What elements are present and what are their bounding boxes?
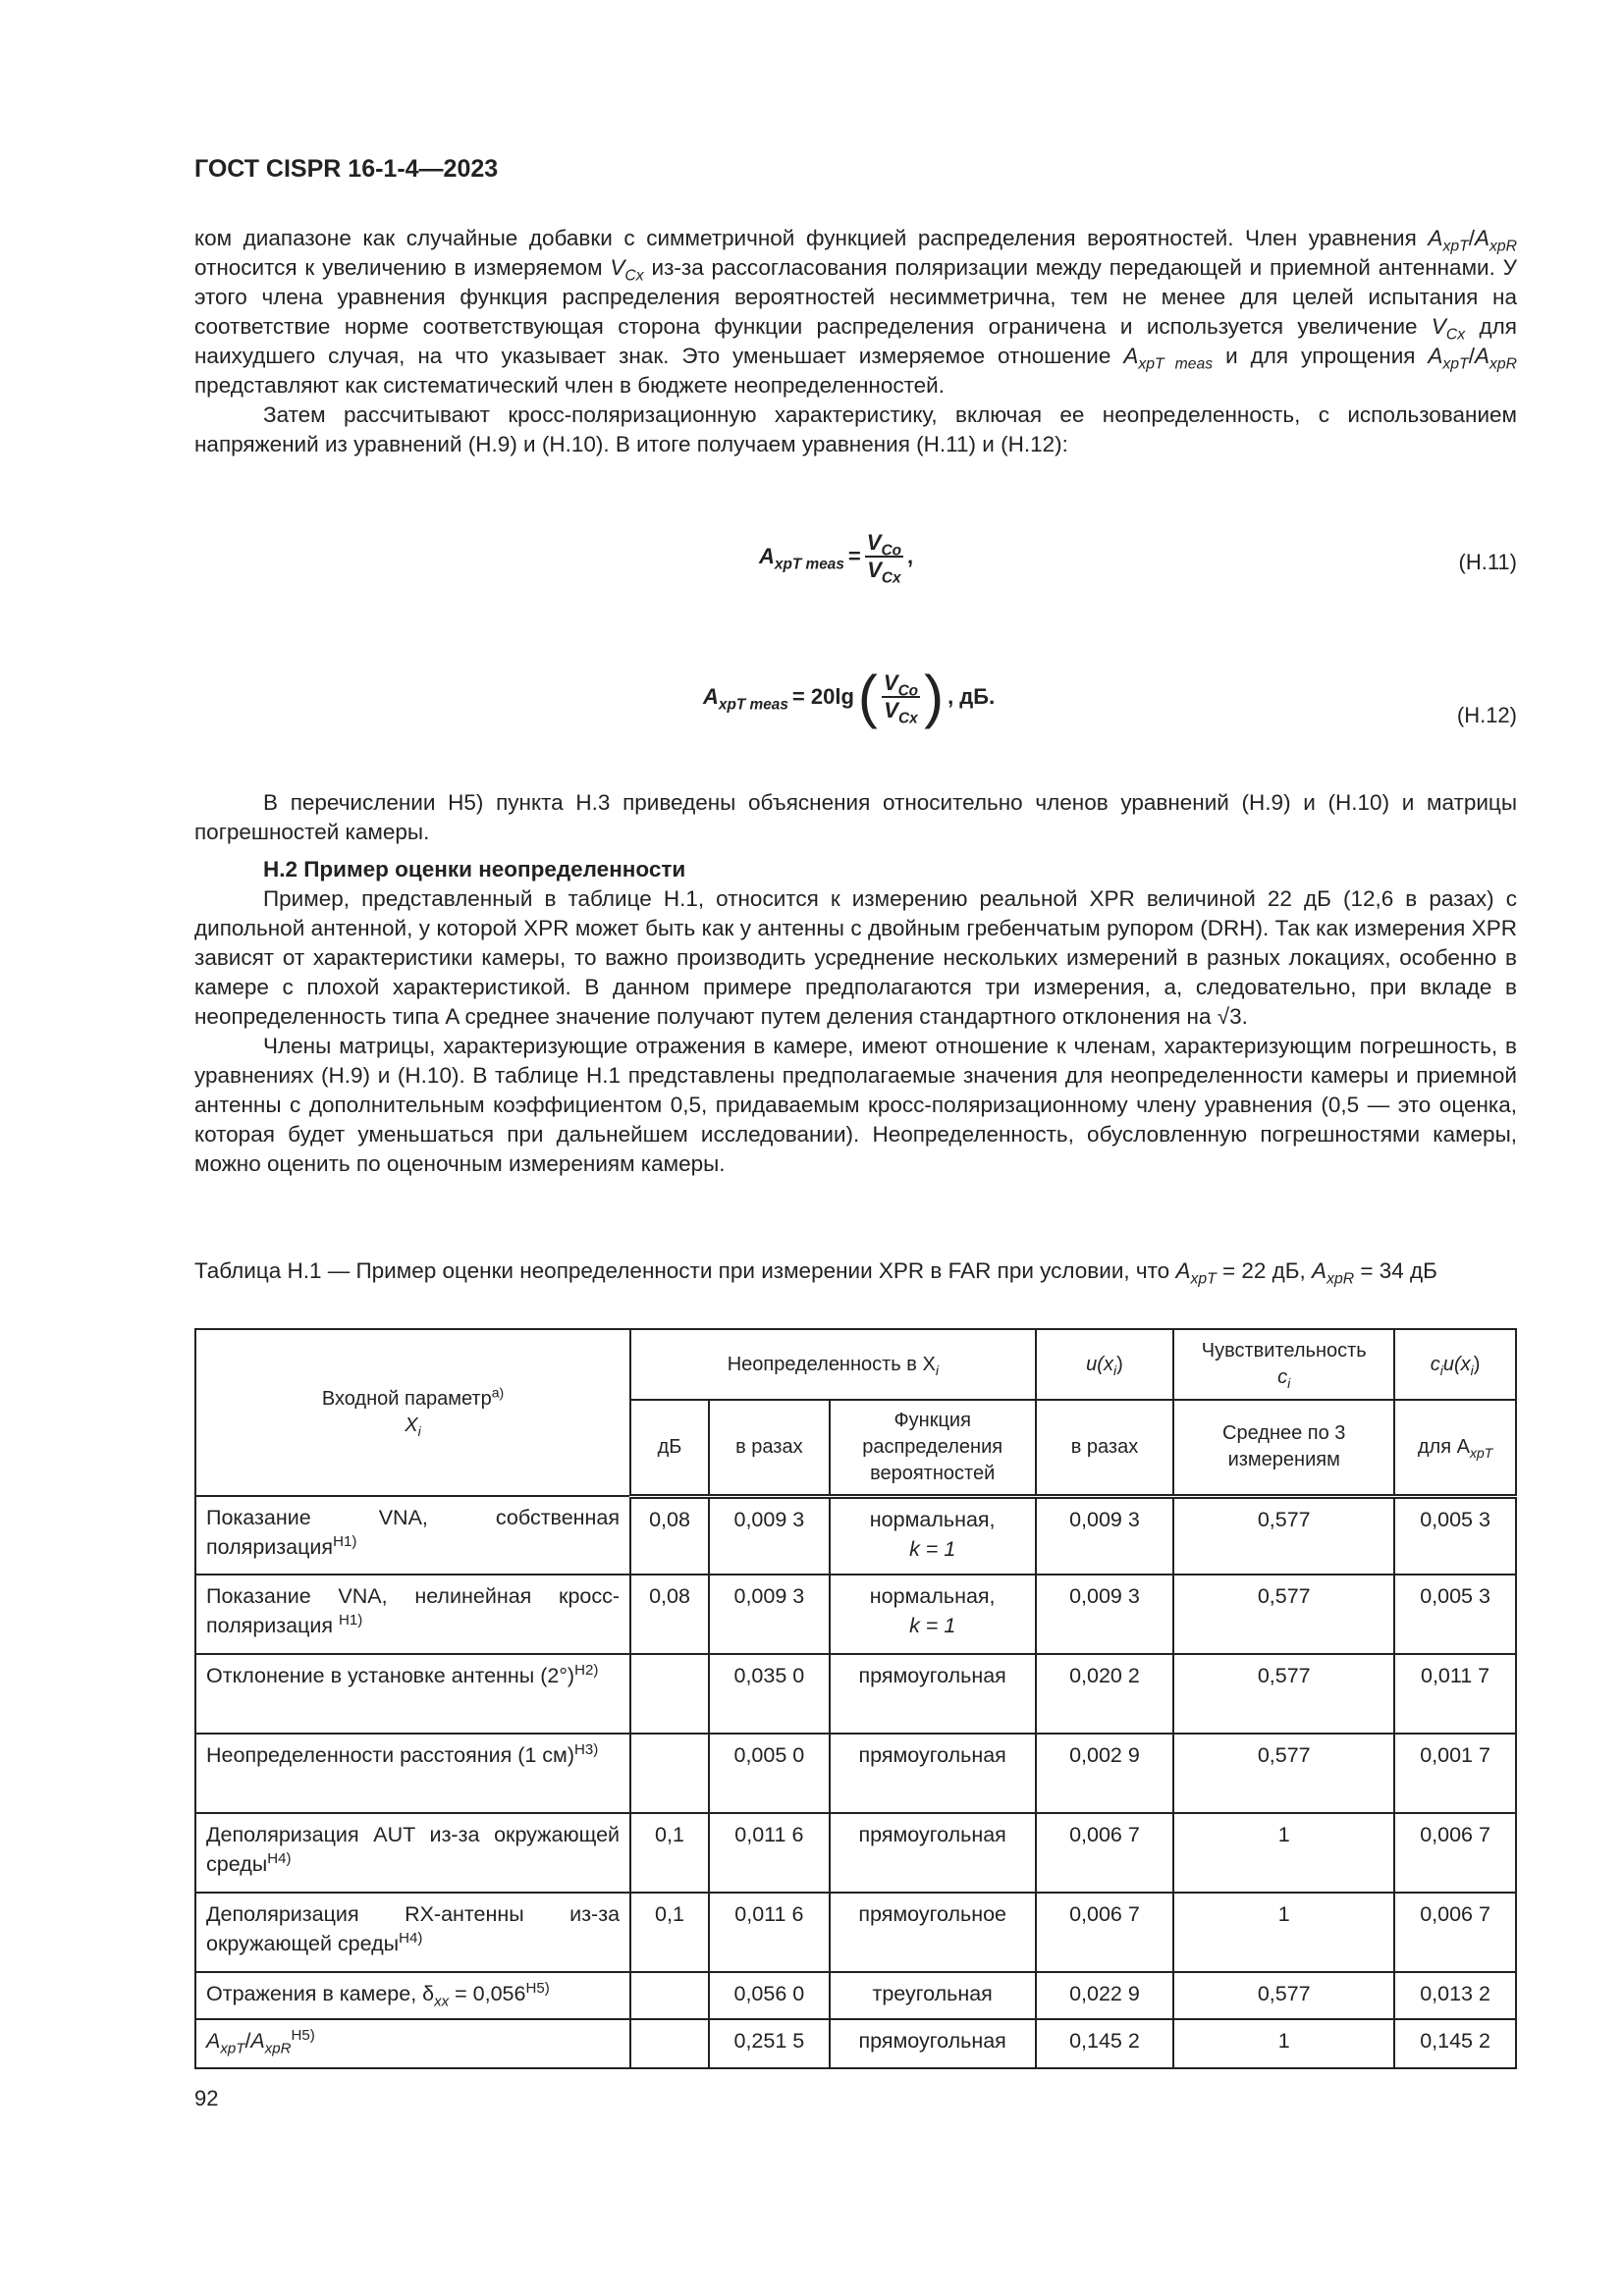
text: xpR (1326, 1270, 1355, 1288)
table-row (195, 1654, 1516, 1734)
cell-parameter (195, 1813, 630, 1893)
text: для A (1417, 1435, 1470, 1458)
text: V (883, 670, 898, 695)
text: Чувствительность (1201, 1340, 1367, 1362)
text: ( (857, 664, 878, 729)
cell-ciu: 0,001 7 (1394, 1734, 1516, 1813)
cell-u: 0,009 3 (1036, 1575, 1174, 1654)
cell-ratio: 0,009 3 (709, 1496, 830, 1575)
col-input (195, 1329, 630, 1496)
cell-parameter (195, 2019, 630, 2068)
text: Показание VNA, нелинейная кросс-поляризация (206, 1584, 621, 1637)
cell-ratio: 0,005 0 (709, 1734, 830, 1813)
cell-sensitivity: 1 (1173, 1893, 1394, 1972)
cell-parameter (195, 1496, 630, 1575)
text: относится к увеличению в измеряемом (194, 255, 611, 280)
text: прямоугольная (858, 1743, 1006, 1767)
text: для наихудшего случая, на что указывает знак. Это уменьшает измеряемое отношение (194, 314, 1517, 368)
subcol-db: дБ (630, 1400, 709, 1496)
cell-ratio: 0,011 6 (709, 1813, 830, 1893)
text: xpT (220, 2040, 245, 2057)
text: Cx (897, 710, 918, 727)
cell-distribution (830, 1734, 1036, 1813)
text: xpT (1442, 355, 1469, 373)
text: , дБ. (947, 684, 996, 709)
text: A (703, 684, 719, 709)
cell-sensitivity: 0,577 (1173, 1654, 1394, 1734)
cell-sensitivity: 0,577 (1173, 1575, 1394, 1654)
text: A (1474, 226, 1489, 250)
text: = 22 дБ, (1216, 1258, 1313, 1283)
text: ком диапазоне как случайные добавки с симметричной функцией распределения вероятностей. Член уравнения (194, 226, 1429, 250)
text: V (866, 530, 882, 555)
text: xpT (1442, 238, 1469, 255)
cell-ciu: 0,005 3 (1394, 1575, 1516, 1654)
cell-u: 0,006 7 (1036, 1893, 1174, 1972)
text: Неопределенность в X (727, 1353, 936, 1375)
text: ) (1116, 1353, 1123, 1375)
cell-db (630, 2019, 709, 2068)
text: u(x (1086, 1353, 1113, 1375)
col-uncertainty (630, 1329, 1036, 1400)
text: H5) (525, 1979, 550, 1997)
cell-db (630, 1734, 709, 1813)
text: H4) (399, 1929, 423, 1947)
table-row (195, 1734, 1516, 1813)
col-sensitivity (1173, 1329, 1394, 1400)
table-row (195, 1575, 1516, 1654)
text: / (244, 2029, 251, 2053)
text: , (906, 544, 914, 568)
cell-db: 0,08 (630, 1575, 709, 1654)
text: = 0,056 (449, 1982, 526, 2005)
text: нормальная, (869, 1584, 996, 1608)
text: xpT meas (774, 556, 844, 573)
cell-u: 0,002 9 (1036, 1734, 1174, 1813)
text: A (1428, 226, 1443, 250)
text: Входной параметр (321, 1388, 492, 1410)
subcol-distribution: Функция распределения вероятностей (830, 1400, 1036, 1496)
cell-ratio: 0,009 3 (709, 1575, 830, 1654)
text: из-за рассогласования поляризации между передающей и приемной антеннами. У этого члена уравнения функция распределения вероятностей несимметрична, тем не менее для целей испытания на соответствие норме соответствующая сторона функции распределения ограничена и используется увеличение (194, 255, 1517, 339)
text: ) (924, 664, 945, 729)
text: i (1470, 1362, 1474, 1378)
text: = 34 дБ (1354, 1258, 1437, 1283)
text: A (1123, 344, 1139, 368)
cell-parameter (195, 1734, 630, 1813)
cell-ratio: 0,251 5 (709, 2019, 830, 2068)
text: В перечислении H5) пункта H.3 приведены объяснения относительно членов уравнений (H.9) и (H.10) и матрицы погрешностей камеры. (194, 790, 1517, 844)
text: i (935, 1362, 939, 1378)
cell-ciu: 0,006 7 (1394, 1893, 1516, 1972)
text: A (250, 2029, 265, 2053)
text: ) (1473, 1353, 1481, 1375)
subcol-for-axpt (1394, 1400, 1516, 1496)
text: xpT (1190, 1270, 1217, 1288)
text: H2) (574, 1661, 599, 1679)
cell-db (630, 1654, 709, 1734)
cell-ciu: 0,145 2 (1394, 2019, 1516, 2068)
cell-distribution (830, 1893, 1036, 1972)
cell-ciu: 0,006 7 (1394, 1813, 1516, 1893)
text: Отклонение в установке антенны (2°) (206, 1664, 575, 1687)
uncertainty-table (194, 1328, 1517, 2069)
text: треугольная (872, 1982, 993, 2005)
text: = 20lg (791, 684, 854, 709)
text: Неопределенности расстояния (1 см) (206, 1743, 575, 1767)
text: прямоугольная (858, 2029, 1006, 2053)
text: Отражения в камере, δ (206, 1982, 435, 2005)
subcol-mean: Среднее по 3 измерениям (1173, 1400, 1394, 1496)
text: c (1430, 1353, 1440, 1375)
text: A (1474, 344, 1489, 368)
text: i (1287, 1375, 1291, 1391)
cell-sensitivity: 1 (1173, 2019, 1394, 2068)
cell-u: 0,020 2 (1036, 1654, 1174, 1734)
text: прямоугольное (858, 1902, 1006, 1926)
cell-sensitivity: 1 (1173, 1813, 1394, 1893)
text: V (867, 558, 882, 582)
text: xpR (1489, 238, 1517, 255)
text: xpT meas (718, 696, 788, 714)
text: нормальная, (869, 1507, 996, 1531)
text: xx (434, 1993, 450, 2010)
page-number: 92 (194, 2086, 219, 2110)
cell-parameter (195, 1654, 630, 1734)
text: Таблица H.1 — Пример оценки неопределенности при измерении XPR в FAR при условии, что (194, 1258, 1176, 1283)
text: H3) (574, 1740, 599, 1758)
cell-db: 0,1 (630, 1893, 709, 1972)
cell-parameter (195, 1893, 630, 1972)
paragraph (194, 788, 1517, 1179)
cell-u: 0,006 7 (1036, 1813, 1174, 1893)
text: xpR (1489, 355, 1517, 373)
table-row (195, 1496, 1516, 1575)
cell-u: 0,145 2 (1036, 2019, 1174, 2068)
subcol-ratio: в разах (709, 1400, 830, 1496)
text: k = 1 (909, 1614, 956, 1637)
cell-ratio: 0,011 6 (709, 1893, 830, 1972)
text: Cx (624, 267, 644, 285)
text: X (405, 1415, 418, 1436)
section-heading: H.2 Пример оценки неопределенности (263, 857, 686, 881)
text: и для упрощения (1213, 344, 1429, 368)
text: Cx (881, 569, 901, 587)
cell-distribution (830, 1654, 1036, 1734)
text: A (759, 544, 775, 568)
cell-distribution (830, 2019, 1036, 2068)
subcol-u-ratio: в разах (1036, 1400, 1174, 1496)
cell-ciu: 0,005 3 (1394, 1496, 1516, 1575)
cell-ciu: 0,013 2 (1394, 1972, 1516, 2019)
table-row (195, 1893, 1516, 1972)
text: V (884, 698, 898, 722)
text: Члены матрицы, характеризующие отражения в камере, имеют отношение к членам, характеризующим погрешность, в уравнениях (H.9) и (H.10). В таблице H.1 представлены предполагаемые значения для неопределенности камеры и приемной антенны с дополнительным коэффициентом 0,5, придаваемым кросс-поляризационному члену уравнения (0,5 — это оценка, которая будет уменьшаться при дальнейшем исследовании). Неопределенность, обусловленную погрешностями камеры, можно оценить по оценочным измерениям камеры. (194, 1034, 1517, 1176)
cell-ciu: 0,011 7 (1394, 1654, 1516, 1734)
cell-parameter (195, 1575, 630, 1654)
text: i (417, 1423, 421, 1439)
text: xpR (264, 2040, 292, 2057)
cell-distribution (830, 1972, 1036, 2019)
text: (H.12) (1456, 703, 1517, 727)
cell-distribution (830, 1813, 1036, 1893)
cell-sensitivity: 0,577 (1173, 1734, 1394, 1813)
col-u (1036, 1329, 1174, 1400)
text: A (206, 2029, 221, 2053)
col-ciu (1394, 1329, 1516, 1400)
text: / (1468, 344, 1475, 368)
text: представляют как систематический член в бюджете неопределенностей. (194, 373, 945, 398)
text: i (1112, 1362, 1117, 1378)
text: V (1431, 314, 1446, 339)
text: Cx (1445, 326, 1466, 344)
text: H1) (333, 1532, 357, 1550)
cell-db (630, 1972, 709, 2019)
text: u(x (1442, 1353, 1471, 1375)
table-caption (194, 1256, 1517, 1286)
text: A (1175, 1258, 1191, 1283)
cell-db: 0,1 (630, 1813, 709, 1893)
text: Пример, представленный в таблице H.1, относится к измерению реальной XPR величиной 22 дБ (12,6 в разах) с дипольной антенной, у которой XPR может быть как у антенны с двойным гребенчатым рупором (DRH). Так как измерения XPR зависят от характеристики камеры, то важно производить усреднение нескольких измерений в разных локациях, особенно в камере с плохой характеристикой. В данном примере предполагаются три измерения, а, следовательно, при вкладе в неопределенность типа A среднее значение получают путем деления стандартного отклонения на √3. (194, 886, 1517, 1029)
text: xpT (1469, 1444, 1493, 1461)
cell-ratio: 0,056 0 (709, 1972, 830, 2019)
cell-sensitivity: 0,577 (1173, 1972, 1394, 2019)
paragraph (194, 224, 1517, 459)
cell-db: 0,08 (630, 1496, 709, 1575)
text: прямоугольная (858, 1823, 1006, 1846)
text: H4) (267, 1849, 292, 1867)
table-row (195, 1972, 1516, 2019)
text: Затем рассчитывают кросс-поляризационную характеристику, включая ее неопределенность, с использованием напряжений из уравнений (H.9) и (H.10). В итоге получаем уравнения (H.11) и (H.12): (194, 402, 1517, 456)
equation-h11 (194, 530, 1517, 599)
text: V (610, 255, 625, 280)
text: / (1468, 226, 1475, 250)
text: H1) (339, 1611, 363, 1629)
cell-sensitivity: 0,577 (1173, 1496, 1394, 1575)
text: (H.11) (1458, 550, 1517, 574)
text: c (1277, 1366, 1288, 1388)
text: k = 1 (909, 1536, 956, 1561)
cell-parameter (195, 1972, 630, 2019)
text: i (1439, 1362, 1443, 1378)
text: Показание VNA, собственная поляризация (206, 1506, 621, 1559)
equation-h12 (194, 664, 1517, 746)
cell-ratio: 0,035 0 (709, 1654, 830, 1734)
cell-u: 0,009 3 (1036, 1496, 1174, 1575)
text: = (847, 544, 861, 568)
text: A (1428, 344, 1443, 368)
text: прямоугольная (858, 1664, 1006, 1687)
text: A (1312, 1258, 1327, 1283)
text: xpT meas (1138, 355, 1214, 373)
cell-distribution (830, 1575, 1036, 1654)
text: Деполяризация RX-антенны из-за окружающей среды (206, 1902, 621, 1955)
document-header: ГОСТ CISPR 16-1-4—2023 (194, 155, 499, 183)
cell-u: 0,022 9 (1036, 1972, 1174, 2019)
text: Деполяризация AUT из-за окружающей среды (206, 1823, 621, 1876)
cell-distribution (830, 1496, 1036, 1575)
text: Co (897, 682, 919, 700)
table-row (195, 2019, 1516, 2068)
table-row (195, 1813, 1516, 1893)
text: H5) (291, 2026, 315, 2044)
text: Co (881, 542, 901, 560)
text: a) (491, 1384, 505, 1401)
